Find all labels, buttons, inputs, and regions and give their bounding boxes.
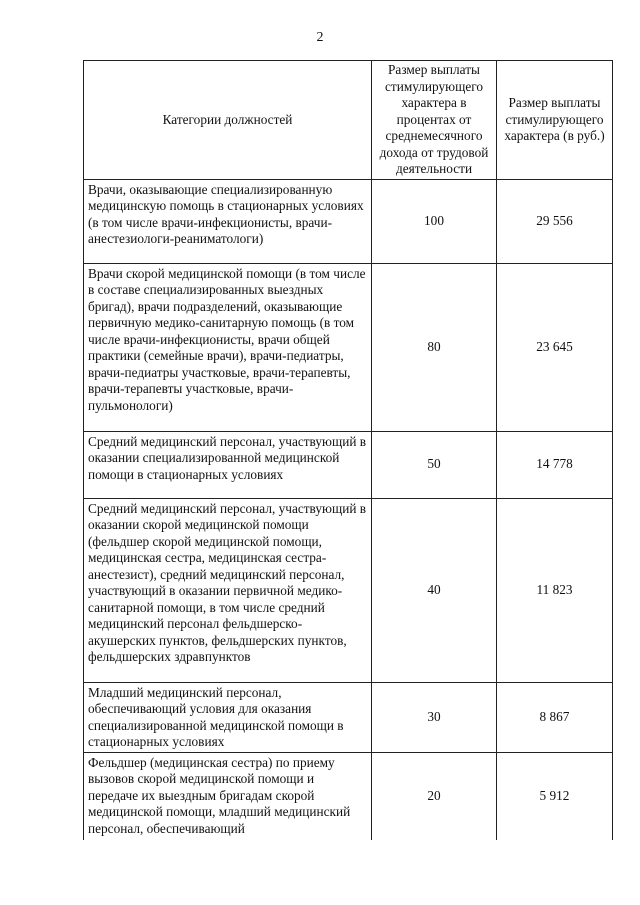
rub-cell: 11 823	[497, 498, 613, 682]
rub-cell: 5 912	[497, 752, 613, 840]
category-cell: Средний медицинский персонал, участвующий в оказании скорой медицинской помощи (фельдшер скорой медицинской помощи, медицинская сестра, медицинская сестра-анестезист), средний медицинский персонал, участвующий в оказании первичной медико-санитарной помощи, в том числе средний медицинский персонал фельдшерско-акушерских пунктов, фельдшерских пунктов, фельдшерских здравпунктов	[84, 498, 372, 682]
table-row	[84, 431, 613, 498]
category-cell: Врачи, оказывающие специализированную медицинскую помощь в стационарных условиях (в том числе врачи-инфекционисты, врачи-анестезиологи-реаниматологи)	[84, 179, 372, 263]
table-row	[84, 682, 613, 752]
payment-table	[83, 60, 613, 840]
header-rub: Размер выплаты стимулирующего характера (в руб.)	[497, 61, 613, 180]
table-header-row	[84, 61, 613, 180]
percent-cell: 20	[372, 752, 497, 840]
table-row	[84, 498, 613, 682]
table-row	[84, 263, 613, 431]
percent-cell: 30	[372, 682, 497, 752]
rub-cell: 23 645	[497, 263, 613, 431]
percent-cell: 50	[372, 431, 497, 498]
rub-cell: 8 867	[497, 682, 613, 752]
page-number: 2	[316, 30, 324, 45]
percent-cell: 80	[372, 263, 497, 431]
rub-cell: 29 556	[497, 179, 613, 263]
header-percent: Размер выплаты стимулирующего характера в процентах от среднемесячного дохода от трудовой деятельности	[372, 61, 497, 180]
rub-cell: 14 778	[497, 431, 613, 498]
category-cell: Младший медицинский персонал, обеспечивающий условия для оказания специализированной медицинской помощи в стационарных условиях	[84, 682, 372, 752]
header-category: Категории должностей	[84, 61, 372, 180]
table-row	[84, 752, 613, 840]
percent-cell: 40	[372, 498, 497, 682]
category-cell: Врачи скорой медицинской помощи (в том числе в составе специализированных выездных бригад), врачи подразделений, оказывающие первичную медико-санитарную помощь (в том числе врачи-инфекционисты, врачи общей практики (семейные врачи), врачи-педиатры, врачи-педиатры участковые, врачи-терапевты, врачи-терапевты участковые, врачи-пульмонологи)	[84, 263, 372, 431]
percent-cell: 100	[372, 179, 497, 263]
table-row	[84, 179, 613, 263]
category-cell: Средний медицинский персонал, участвующий в оказании специализированной медицинской помощи в стационарных условиях	[84, 431, 372, 498]
category-cell: Фельдшер (медицинская сестра) по приему вызовов скорой медицинской помощи и передаче их выездным бригадам скорой медицинской помощи, младший медицинский персонал, обеспечивающий	[84, 752, 372, 840]
